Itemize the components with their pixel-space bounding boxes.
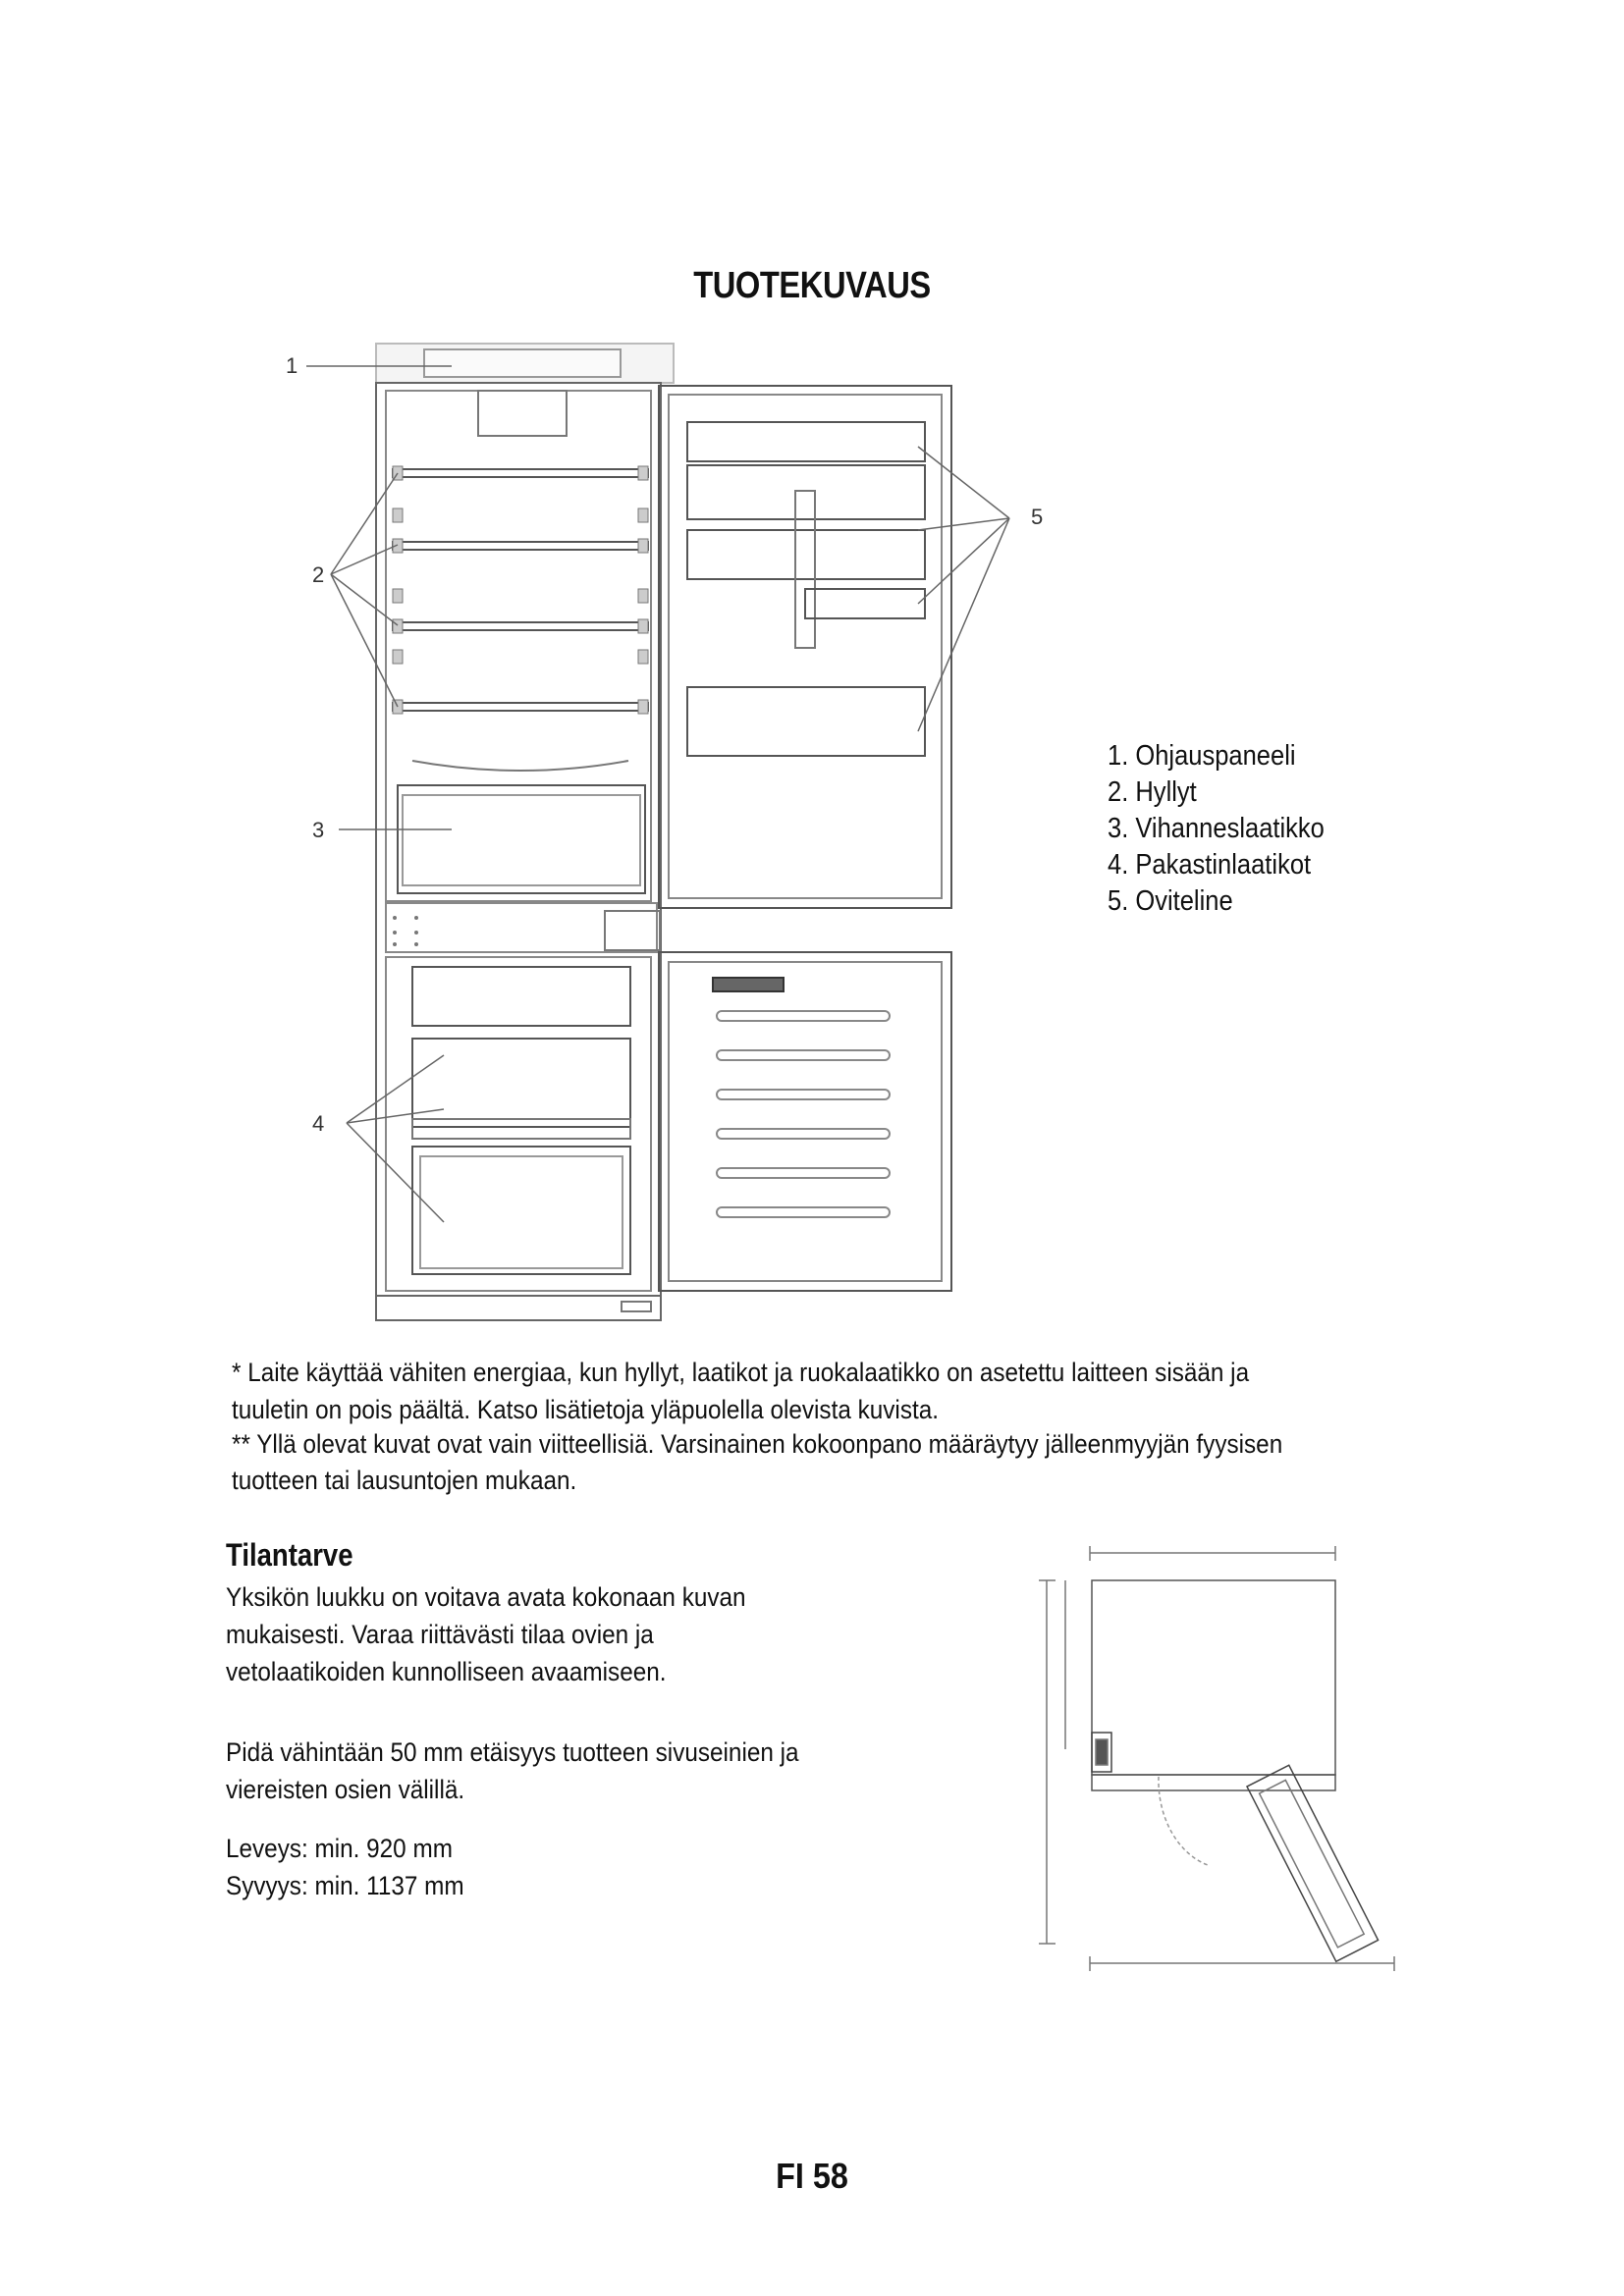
legend-item: 3. Vihanneslaatikko: [1108, 813, 1325, 844]
section-heading: Tilantarve: [226, 1537, 353, 1573]
callout-4: 4: [312, 1111, 325, 1136]
paragraph-line: Yksikön luukku on voitava avata kokonaan kuvan: [226, 1582, 746, 1612]
callout-2: 2: [312, 562, 325, 587]
paragraph-line: Pidä vähintään 50 mm etäisyys tuotteen sivuseinien ja: [226, 1737, 799, 1767]
page-number: FI 58: [776, 2156, 848, 2196]
legend-item: 5. Oviteline: [1108, 885, 1233, 917]
dimension-line: Leveys: min. 920 mm: [226, 1834, 453, 1863]
note-line: ** Yllä olevat kuvat ovat vain viitteellisiä. Varsinainen kokoonpano määräytyy jälleenmyyjän fyysisen: [232, 1429, 1283, 1459]
paragraph-line: vetolaatikoiden kunnolliseen avaamiseen.: [226, 1657, 667, 1686]
clearance-diagram: [1011, 1531, 1443, 1993]
legend-item: 1. Ohjauspaneeli: [1108, 740, 1296, 772]
paragraph-line: viereisten osien välillä.: [226, 1775, 465, 1804]
note-line: * Laite käyttää vähiten energiaa, kun hyllyt, laatikot ja ruokalaatikko on asetettu laitteen sisään ja: [232, 1358, 1250, 1387]
note-line: tuuletin on pois päältä. Katso lisätietoja yläpuolella olevista kuvista.: [232, 1395, 939, 1424]
callout-5: 5: [1031, 505, 1044, 529]
callout-3: 3: [312, 818, 325, 842]
legend-item: 2. Hyllyt: [1108, 776, 1197, 808]
paragraph-line: mukaisesti. Varaa riittävästi tilaa ovien ja: [226, 1620, 654, 1649]
legend-item: 4. Pakastinlaatikot: [1108, 849, 1312, 881]
parts-legend: [1108, 738, 1325, 920]
note-line: tuotteen tai lausuntojen mukaan.: [232, 1466, 577, 1495]
callout-1: 1: [286, 353, 298, 378]
page-title: TUOTEKUVAUS: [693, 265, 931, 306]
dimension-line: Syvyys: min. 1137 mm: [226, 1871, 464, 1900]
